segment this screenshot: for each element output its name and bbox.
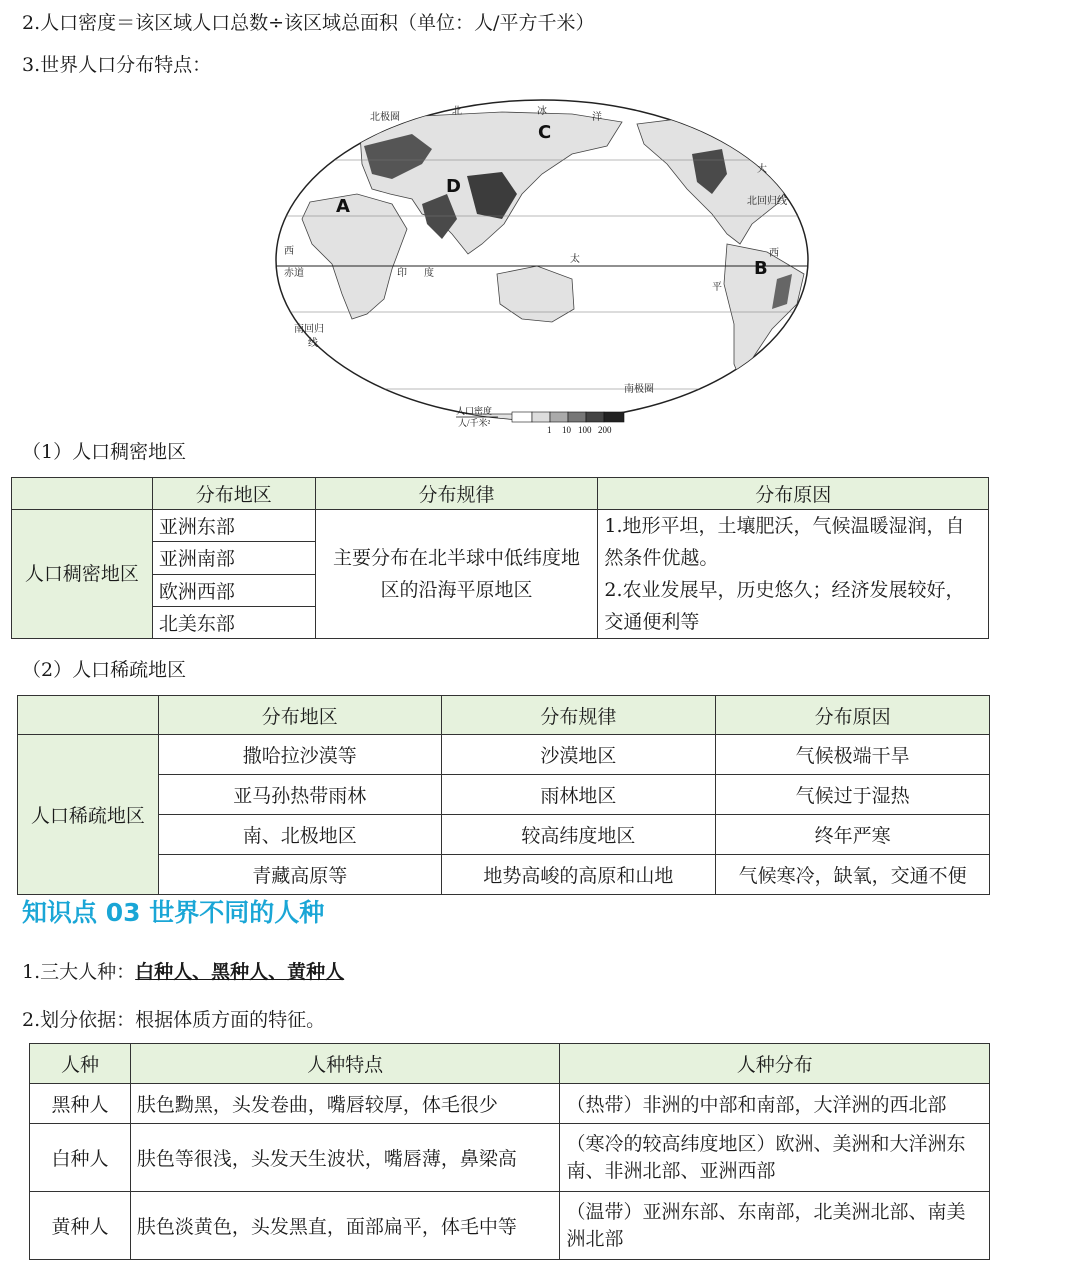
sparse-region-2: 亚马孙热带雨林 xyxy=(158,775,441,815)
race-dist-1: （热带）非洲的中部和南部，大洋洲的西北部 xyxy=(560,1084,990,1124)
sparse-header-rule: 分布规律 xyxy=(441,696,716,735)
legend-title: 人口密度 xyxy=(456,406,493,416)
label-yin: 印 xyxy=(397,268,407,279)
dense-rule: 主要分布在北半球中低纬度地区的沿海平原地区 xyxy=(315,510,598,639)
sparse-section-title: （2）人口稀疏地区 xyxy=(22,659,187,681)
dense-header-rule: 分布规律 xyxy=(315,478,598,510)
sparse-row-3 xyxy=(18,815,990,855)
legend-tick-1: 1 xyxy=(547,425,552,434)
sparse-rule-4: 地势高峻的高原和山地 xyxy=(441,855,716,895)
sparse-reason-2: 气候过于湿热 xyxy=(716,775,990,815)
label-arctic-circle: 北极圈 xyxy=(370,112,400,123)
race-table-header xyxy=(30,1044,990,1084)
sparse-row-4 xyxy=(18,855,990,895)
label-ice: 冰 xyxy=(537,106,547,117)
race-name-2: 白种人 xyxy=(30,1124,131,1192)
dense-side-label: 人口稠密地区 xyxy=(12,510,153,639)
legend-tick-2: 10 xyxy=(562,425,571,434)
sparse-row-2 xyxy=(18,775,990,815)
label-equator: 赤道 xyxy=(284,268,304,279)
sparse-reason-1: 气候极端干旱 xyxy=(716,735,990,775)
label-tai: 太 xyxy=(570,254,580,265)
sparse-region-3: 南、北极地区 xyxy=(158,815,441,855)
classification-basis: 2.划分依据：根据体质方面的特征。 xyxy=(22,1009,326,1031)
sparse-header-region: 分布地区 xyxy=(158,696,441,735)
label-tropic-south-2: 线 xyxy=(308,338,318,349)
race-name-3: 黄种人 xyxy=(30,1192,131,1260)
map-label-a: A xyxy=(336,196,350,217)
map-label-c: C xyxy=(538,122,552,143)
sparse-rule-1: 沙漠地区 xyxy=(441,735,716,775)
label-ping: 平 xyxy=(712,282,722,293)
dense-header-reason: 分布原因 xyxy=(598,478,989,510)
dense-header-region: 分布地区 xyxy=(152,478,315,510)
map-label-b: B xyxy=(754,258,768,279)
sparse-region-4: 青藏高原等 xyxy=(158,855,441,895)
knowledge-point-title: 知识点 03 世界不同的人种 xyxy=(22,898,325,927)
three-races-names: 白种人、黑种人、黄种人 xyxy=(135,961,345,983)
race-row-white xyxy=(30,1124,990,1192)
race-traits-2: 肤色等很浅，头发天生波状，嘴唇薄，鼻梁高 xyxy=(130,1124,560,1192)
legend-tick-4: 200 xyxy=(598,425,612,434)
dense-section-title: （1）人口稠密地区 xyxy=(22,441,187,463)
dense-region-3: 欧洲西部 xyxy=(152,574,315,606)
map-label-d: D xyxy=(446,176,461,197)
dense-region-2: 亚洲南部 xyxy=(152,542,315,574)
sparse-reason-4: 气候寒冷，缺氧，交通不便 xyxy=(716,855,990,895)
dense-table xyxy=(11,477,989,639)
sparse-rule-2: 雨林地区 xyxy=(441,775,716,815)
sparse-table-header xyxy=(18,696,990,735)
sparse-region-1: 撒哈拉沙漠等 xyxy=(158,735,441,775)
race-traits-1: 肤色黝黑，头发卷曲，嘴唇较厚，体毛很少 xyxy=(130,1084,560,1124)
sparse-header-reason: 分布原因 xyxy=(716,696,990,735)
sparse-row-1 xyxy=(18,735,990,775)
race-dist-3: （温带）亚洲东部、东南部，北美洲北部、南美洲北部 xyxy=(560,1192,990,1260)
three-races-lead: 1.三大人种： xyxy=(22,961,136,983)
race-table xyxy=(29,1043,990,1260)
legend-unit: 人/千米² xyxy=(458,418,491,428)
label-tropic-north: 北回归线 xyxy=(747,196,787,207)
race-name-1: 黑种人 xyxy=(30,1084,131,1124)
dense-region-4: 北美东部 xyxy=(152,606,315,638)
sparse-side-label: 人口稀疏地区 xyxy=(18,735,159,895)
label-west-2: 西 xyxy=(769,248,779,259)
label-north: 北 xyxy=(452,106,462,117)
label-du: 度 xyxy=(424,268,434,279)
label-tropic-south: 南回归 xyxy=(294,324,324,335)
sparse-table xyxy=(17,695,990,895)
race-header-race: 人种 xyxy=(30,1044,131,1084)
label-west-1: 西 xyxy=(284,246,294,257)
race-header-distribution: 人种分布 xyxy=(560,1044,990,1084)
race-row-black xyxy=(30,1084,990,1124)
dense-region-1: 亚洲东部 xyxy=(152,510,315,542)
dense-header-blank xyxy=(12,478,153,510)
density-definition: 2.人口密度＝该区域人口总数÷该区域总面积（单位：人/平方千米） xyxy=(22,12,595,34)
race-dist-2: （寒冷的较高纬度地区）欧洲、美洲和大洋洲东南、非洲北部、亚洲西部 xyxy=(560,1124,990,1192)
race-traits-3: 肤色淡黄色，头发黑直，面部扁平，体毛中等 xyxy=(130,1192,560,1260)
legend-tick-3: 100 xyxy=(578,425,592,434)
label-antarctic-circle: 南极圈 xyxy=(624,384,654,395)
world-population-map xyxy=(272,94,812,434)
distribution-title: 3.世界人口分布特点： xyxy=(22,54,212,76)
three-races-line xyxy=(22,957,344,984)
dense-table-header xyxy=(12,478,989,510)
label-ocean-1: 洋 xyxy=(592,112,602,123)
sparse-rule-3: 较高纬度地区 xyxy=(441,815,716,855)
sparse-header-blank xyxy=(18,696,159,735)
race-header-traits: 人种特点 xyxy=(130,1044,560,1084)
dense-reason: 1.地形平坦，土壤肥沃，气候温暖湿润，自然条件优越。 2.农业发展早，历史悠久；经济发展较好，交通便利等 xyxy=(598,510,989,639)
sparse-reason-3: 终年严寒 xyxy=(716,815,990,855)
label-big: 大 xyxy=(757,164,767,175)
race-row-yellow xyxy=(30,1192,990,1260)
